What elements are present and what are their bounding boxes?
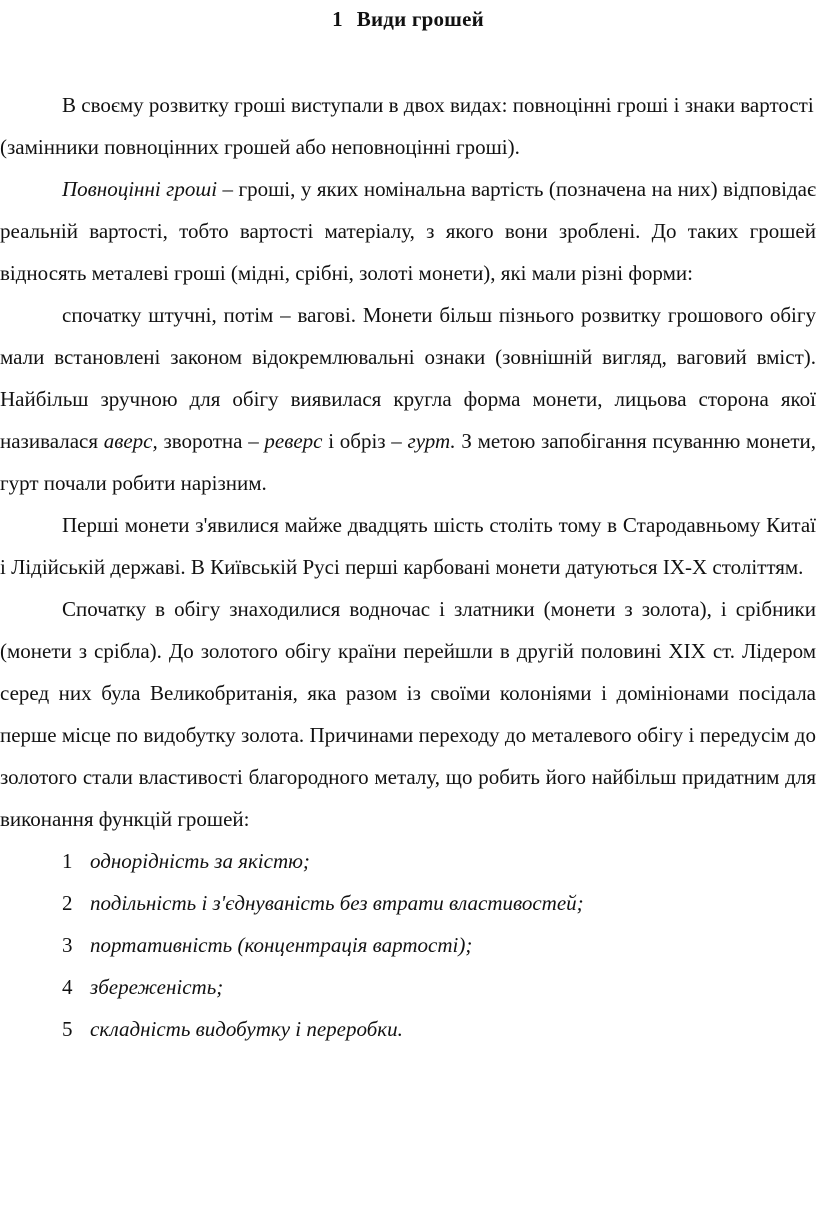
list-item-number: 1 [62,849,73,873]
list-item-text: складність видобутку і переробки. [90,1017,403,1041]
list-item-text: однорідність за якістю; [90,849,310,873]
term-full-value-money: Повноцінні гроші [62,177,218,201]
term-revers: реверс [264,429,323,453]
list-item-text: портативність (концентрація вартості); [90,933,473,957]
list-item-text: збереженість; [90,975,224,999]
list-item-number: 4 [62,975,73,999]
term-avers: аверс, [103,429,158,453]
list-item-number: 3 [62,933,73,957]
paragraph-full-value-money [0,168,816,294]
section-number: 1 [332,7,343,31]
list-item [0,840,816,882]
paragraph-first-coins-text: Перші монети з'явилися майже двадцять шість століть тому в Стародавньому Китаї і Лідійській державі. В Київській Русі перші карбовані монети датуються IX-X століттям. [0,513,816,579]
list-item-text: подільність і з'єднуваність без втрати властивостей; [90,891,584,915]
paragraph-gold-circulation [0,588,816,840]
paragraph-intro [0,84,816,168]
paragraph-first-coins [0,504,816,588]
paragraph-coin-forms-text-a: спочатку штучні, потім – вагові. Монети більш пізнього розвитку грошового обігу мали встановлені законом відокремлювальні ознаки (зовнішній вигляд, ваговий вміст). Найбільш зручною для обігу виявилася кругла форма монети, лицьова сторона якої називалася [0,303,816,453]
properties-list [0,840,816,1050]
list-item [0,1008,816,1050]
paragraph-coin-forms-text-d: З метою запобігання псуванню монети, гурт почали робити нарізним. [0,429,816,495]
section-title: Види грошей [356,7,484,31]
section-heading [0,4,816,34]
list-item [0,966,816,1008]
list-item-number: 5 [62,1017,73,1041]
paragraph-intro-text: В своєму розвитку гроші виступали в двох видах: повноцінні гроші і знаки вартості (замінники повноцінних грошей або неповноцінні гроші). [0,93,814,159]
list-item [0,882,816,924]
term-gurt: гурт. [407,429,456,453]
document-body [0,84,816,1050]
paragraph-full-value-money-text: – гроші, у яких номінальна вартість (позначена на них) відповідає реальній вартості, тобто вартості матеріалу, з якого вони зроблені. До таких грошей відносять металеві гроші (мідні, срібні, золоті монети), які мали різні форми: [0,177,816,285]
list-item [0,924,816,966]
paragraph-coin-forms-text-b: зворотна – [157,429,265,453]
list-item-number: 2 [62,891,73,915]
paragraph-coin-forms-text-c: і обріз – [322,429,408,453]
paragraph-coin-forms [0,294,816,504]
paragraph-gold-circulation-text: Спочатку в обігу знаходилися водночас і златники (монети з золота), і срібники (монети з срібла). До золотого обігу країни перейшли в другій половині XIX ст. Лідером серед них була Великобританія, яка разом із своїми колоніями і домініонами посідала перше місце по видобутку золота. Причинами переходу до металевого обігу і передусім до золотого стали властивості благородного металу, що робить його найбільш придатним для виконання функцій грошей: [0,597,816,831]
